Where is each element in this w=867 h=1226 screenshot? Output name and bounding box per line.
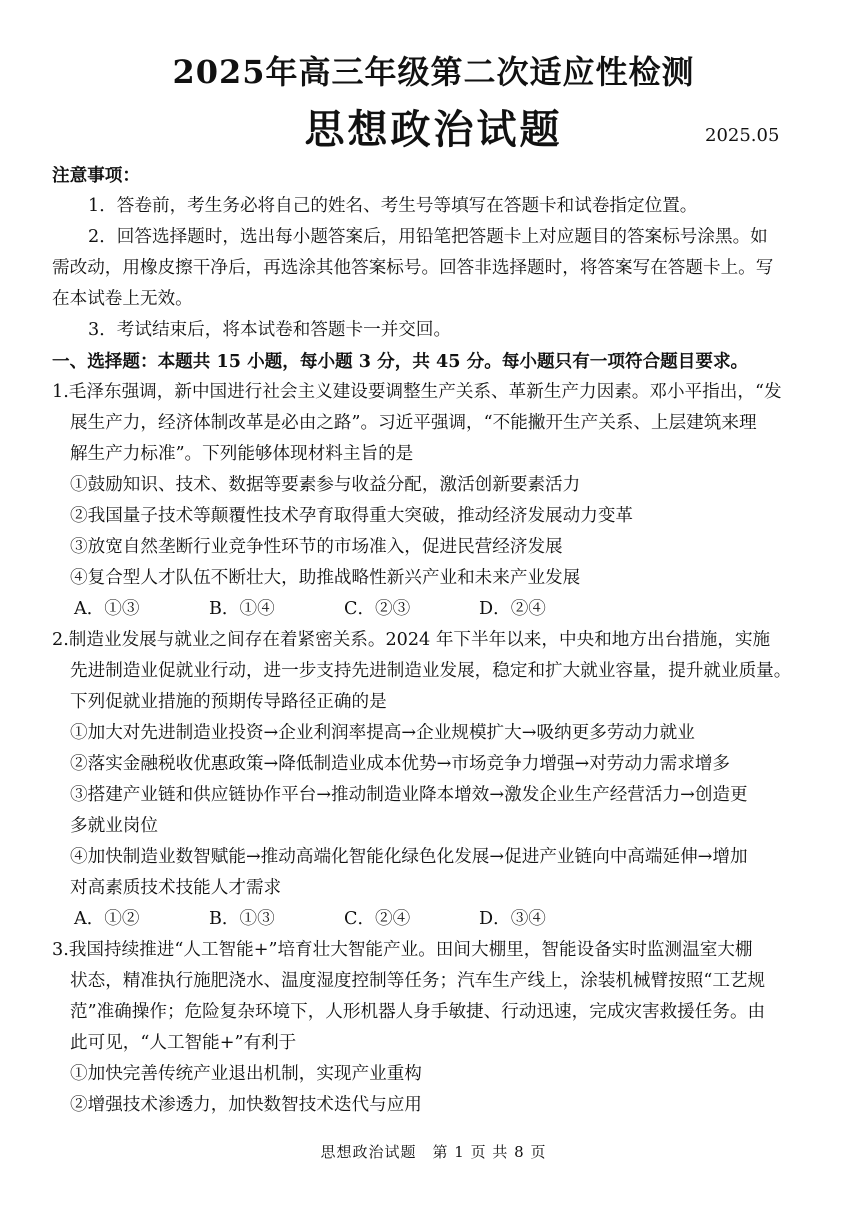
choice-a[interactable]: A．①③: [74, 599, 140, 619]
question-1-statement-3: ③放宽自然垄断行业竞争性环节的市场准入，促进民营经济发展: [70, 537, 563, 557]
question-1-statement-2: ②我国量子技术等颠覆性技术孕育取得重大突破，推动经济发展动力变革: [70, 506, 634, 526]
question-2-statement-1: ①加大对先进制造业投资→企业利润率提高→企业规模扩大→吸纳更多劳动力就业: [70, 723, 695, 743]
question-2-stem-cont: 下列促就业措施的预期传导路径正确的是: [70, 692, 387, 712]
exam-content: [52, 160, 832, 1121]
notice-heading: 注意事项：: [52, 165, 140, 186]
exam-date: 2025.05: [705, 125, 780, 146]
choice-d[interactable]: D．②④: [479, 599, 546, 619]
choice-c[interactable]: C．②④: [344, 909, 411, 929]
question-1-statement-4: ④复合型人才队伍不断壮大，助推战略性新兴产业和未来产业发展: [70, 568, 581, 588]
question-3-statement-1: ①加快完善传统产业退出机制，实现产业重构: [70, 1064, 422, 1084]
question-2-choices: [52, 904, 832, 935]
question-2-stem: 2.制造业发展与就业之间存在着紧密关系。2024 年下半年以来，中央和地方出台措施，实施: [52, 630, 771, 650]
notice-item-2: 2．回答选择题时，选出每小题答案后，用铅笔把答题卡上对应题目的答案标号涂黑。如: [88, 227, 768, 247]
notice-item-3: 3．考试结束后，将本试卷和答题卡一并交回。: [88, 320, 452, 340]
question-2-statement-4: ④加快制造业数智赋能→推动高端化智能化绿色化发展→促进产业链向中高端延伸→增加: [70, 847, 748, 867]
question-3-stem: 3.我国持续推进“人工智能+”培育壮大智能产业。田间大棚里，智能设备实时监测温室大棚: [52, 940, 753, 960]
question-2-statement-2: ②落实金融税收优惠政策→降低制造业成本优势→市场竞争力增强→对劳动力需求增多: [70, 754, 731, 774]
question-1-stem-cont: 展生产力，经济体制改革是必由之路”。习近平强调，“不能撇开生产关系、上层建筑来理: [70, 413, 757, 433]
question-2-statement-3: ③搭建产业链和供应链协作平台→推动制造业降本增效→激发企业生产经营活力→创造更: [70, 785, 748, 805]
question-1-stem-cont: 解生产力标准”。下列能够体现材料主旨的是: [70, 444, 414, 464]
choice-a[interactable]: A．①②: [74, 909, 140, 929]
question-2-statement-3-cont: 多就业岗位: [70, 816, 158, 836]
question-3-stem-cont: 此可见，“人工智能+”有利于: [70, 1033, 297, 1053]
notice-item-1: 1．答卷前，考生务必将自己的姓名、考生号等填写在答题卡和试卷指定位置。: [88, 196, 698, 216]
section-heading: 一、选择题：本题共 15 小题，每小题 3 分，共 45 分。每小题只有一项符合题目要求。: [52, 351, 749, 372]
question-1-statement-1: ①鼓励知识、技术、数据等要素参与收益分配，激活创新要素活力: [70, 475, 581, 495]
choice-c[interactable]: C．②③: [344, 599, 411, 619]
question-3-statement-2: ②增强技术渗透力，加快数智技术迭代与应用: [70, 1095, 422, 1115]
question-1-stem: 1.毛泽东强调，新中国进行社会主义建设要调整生产关系、革新生产力因素。邓小平指出，“发: [52, 382, 782, 402]
choice-d[interactable]: D．③④: [479, 909, 546, 929]
subject-title: 思想政治试题: [304, 106, 563, 153]
notice-item-2-cont: 在本试卷上无效。: [52, 289, 193, 309]
notice-item-2-cont: 需改动，用橡皮擦干净后，再选涂其他答案标号。回答非选择题时，将答案写在答题卡上。写: [52, 258, 774, 278]
choice-b[interactable]: B．①③: [209, 909, 275, 929]
question-3-stem-cont: 状态，精准执行施肥浇水、温度湿度控制等任务；汽车生产线上，涂装机械臂按照“工艺规: [70, 971, 766, 991]
question-3-stem-cont: 范”准确操作；危险复杂环境下，人形机器人身手敏捷、行动迅速，完成灾害救援任务。由: [70, 1002, 766, 1022]
page-footer: 思想政治试题 第 1 页 共 8 页: [320, 1143, 547, 1161]
question-2-stem-cont: 先进制造业促就业行动，进一步支持先进制造业发展，稳定和扩大就业容量，提升就业质量。: [70, 661, 792, 681]
choice-b[interactable]: B．①④: [209, 599, 275, 619]
exam-title: 2025年高三年级第二次适应性检测: [172, 53, 695, 91]
question-1-choices: [52, 594, 832, 625]
question-2-statement-4-cont: 对高素质技术技能人才需求: [70, 878, 282, 898]
